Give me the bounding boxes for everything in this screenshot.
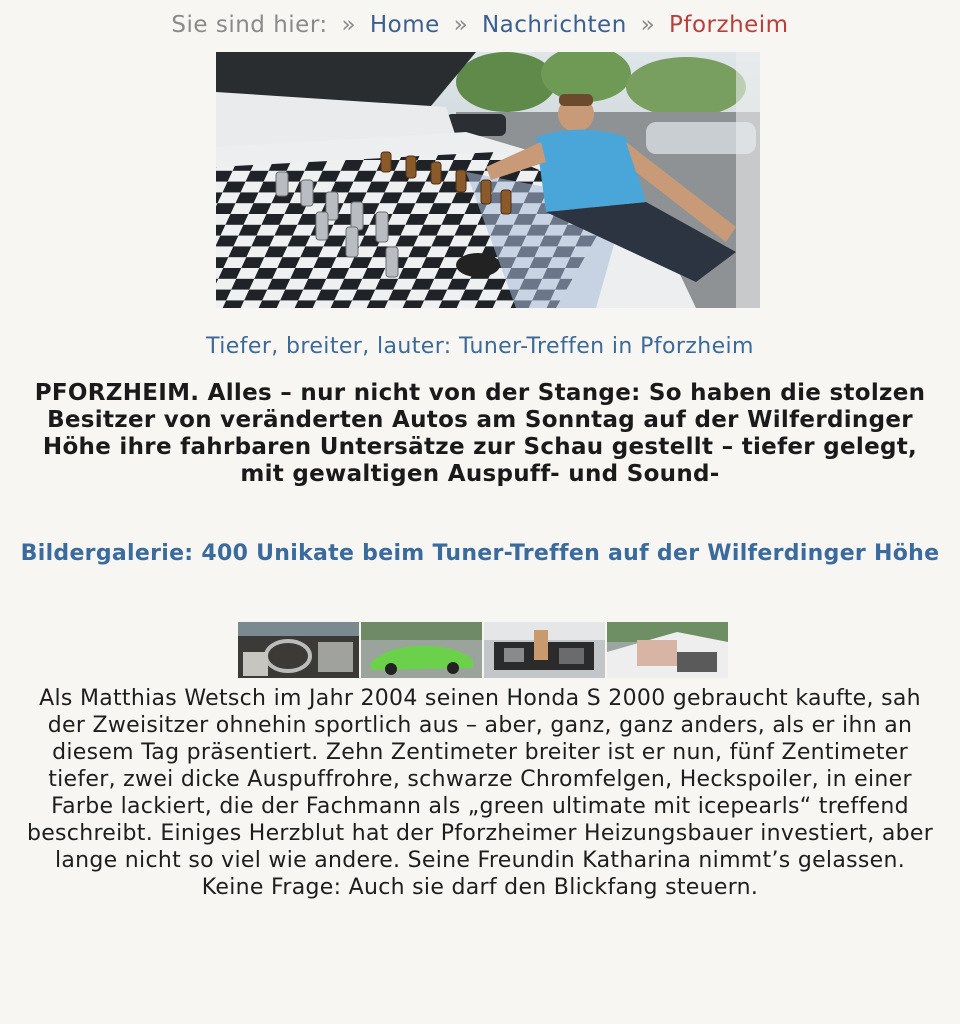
article-lead: PFORZHEIM. Alles – nur nicht von der Stange: So haben die stolzen Besitzer von veränderten Autos am Sonntag auf der Wilferdinger Höhe ihre fahrbaren Untersätze zur Schau gestellt – tiefer gelegt, mit gewaltigen Auspuff- und Sound- bbox=[34, 380, 926, 487]
breadcrumb-news-link[interactable]: Nachrichten bbox=[481, 12, 627, 38]
breadcrumb-separator: » bbox=[453, 12, 469, 38]
engine-bay-thumbnail-icon bbox=[484, 622, 605, 678]
car-interior-thumbnail-icon bbox=[238, 622, 359, 678]
gallery-thumbnails bbox=[238, 622, 728, 678]
breadcrumb-prefix: Sie sind hier: bbox=[171, 12, 328, 38]
breadcrumb-separator: » bbox=[341, 12, 357, 38]
breadcrumb-current: Pforzheim bbox=[669, 12, 789, 38]
chessboard-car-photo-icon bbox=[216, 52, 760, 308]
green-car-thumbnail-icon bbox=[361, 622, 482, 678]
gallery-thumbnail[interactable] bbox=[238, 622, 359, 678]
breadcrumb bbox=[0, 12, 960, 38]
photo-caption: Tiefer, breiter, lauter: Tuner-Treffen in Pforzheim bbox=[206, 334, 754, 359]
breadcrumb-separator: » bbox=[640, 12, 656, 38]
gallery-thumbnail[interactable] bbox=[361, 622, 482, 678]
gallery-link[interactable]: Bildergalerie: 400 Unikate beim Tuner-Treffen auf der Wilferdinger Höhe bbox=[20, 541, 940, 566]
gallery-thumbnail[interactable] bbox=[607, 622, 728, 678]
open-hood-thumbnail-icon bbox=[607, 622, 728, 678]
article-body: Als Matthias Wetsch im Jahr 2004 seinen Honda S 2000 gebraucht kaufte, sah der Zweisitzer ohnehin sportlich aus – aber, ganz, ganz anders, als er ihn an diesem Tag präsentiert. Zehn Zentimeter breiter ist er nun, fünf Zentimeter tiefer, zwei dicke Auspuffrohre, schwarze Chromfelgen, Heckspoiler, in einer Farbe lackiert, die der Fachmann als „green ultimate mit icepearls“ treffend beschreibt. Einiges Herzblut hat der Pforzheimer Heizungsbauer investiert, aber lange nicht so viel wie andere. Seine Freundin Katharina nimmt’s gelassen. Keine Frage: Auch sie darf den Blickfang steuern. bbox=[26, 686, 934, 900]
breadcrumb-home-link[interactable]: Home bbox=[369, 12, 440, 38]
hero-photo bbox=[216, 52, 760, 308]
gallery-thumbnail[interactable] bbox=[484, 622, 605, 678]
